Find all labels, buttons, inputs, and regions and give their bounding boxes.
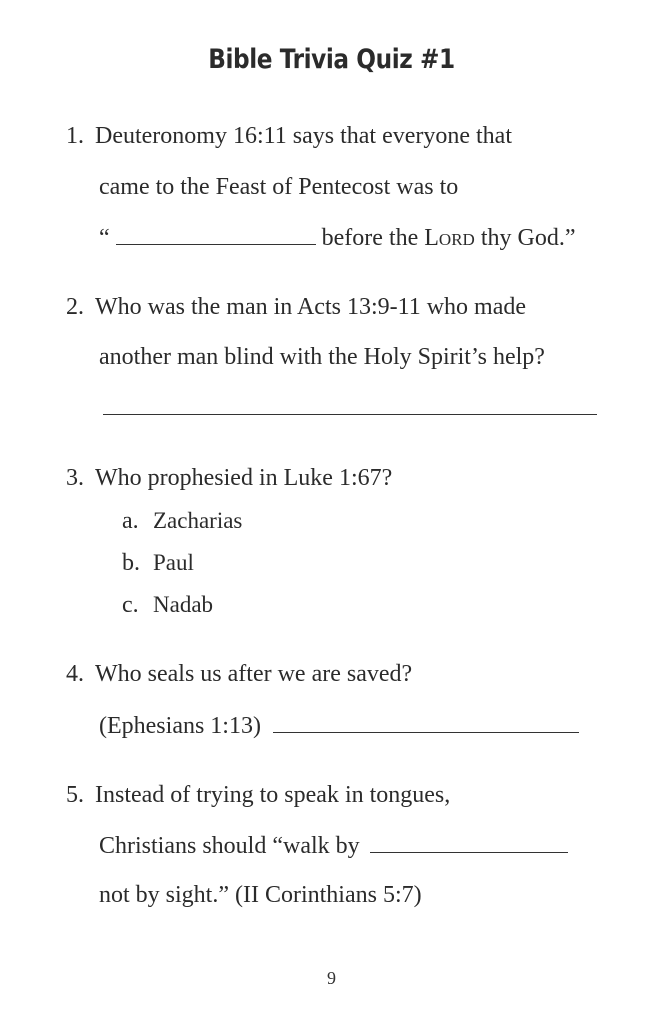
question-1-line-2: came to the Feast of Pentecost was to — [99, 174, 459, 200]
question-number: 2. — [66, 294, 84, 320]
question-5-line-1: Instead of trying to speak in tongues, — [95, 782, 451, 808]
option-letter: c. — [122, 592, 139, 618]
question-4-line-2 — [99, 710, 579, 741]
question-number: 3. — [66, 465, 84, 491]
answer-blank[interactable] — [103, 392, 597, 415]
question-number: 4. — [66, 661, 84, 687]
option-letter: b. — [122, 550, 140, 576]
question-2-line-2: another man blind with the Holy Spirit’s help? — [99, 344, 545, 370]
question-1-line-3 — [99, 222, 575, 253]
question-5-line-2 — [99, 830, 568, 861]
question-number: 5. — [66, 782, 84, 808]
open-quote: “ — [99, 225, 110, 251]
lord-smallcaps: Lord — [424, 225, 475, 251]
question-2-line-1: Who was the man in Acts 13:9-11 who made — [95, 294, 527, 320]
quiz-title: Bible Trivia Quiz #1 — [208, 44, 455, 75]
page-number: 9 — [327, 968, 336, 988]
line-text: Christians should “walk by — [99, 833, 360, 859]
question-number: 1. — [66, 123, 84, 149]
answer-blank[interactable] — [116, 222, 316, 245]
line-text: before the — [321, 225, 419, 251]
reference-text: (Ephesians 1:13) — [99, 713, 261, 739]
question-3-line-1: Who prophesied in Luke 1:67? — [95, 465, 393, 491]
option-a-text[interactable]: Zacharias — [153, 508, 243, 533]
answer-blank[interactable] — [273, 710, 579, 733]
question-1-line-1: Deuteronomy 16:11 says that everyone that — [95, 123, 512, 149]
question-2-line-3 — [103, 392, 597, 423]
option-c-text[interactable]: Nadab — [153, 592, 214, 617]
question-5-line-3: not by sight.” (II Corinthians 5:7) — [99, 882, 422, 908]
answer-blank[interactable] — [370, 830, 568, 853]
question-4-line-1: Who seals us after we are saved? — [95, 661, 413, 687]
option-letter: a. — [122, 508, 139, 534]
option-b-text[interactable]: Paul — [153, 550, 194, 575]
line-text: thy God.” — [480, 225, 576, 251]
